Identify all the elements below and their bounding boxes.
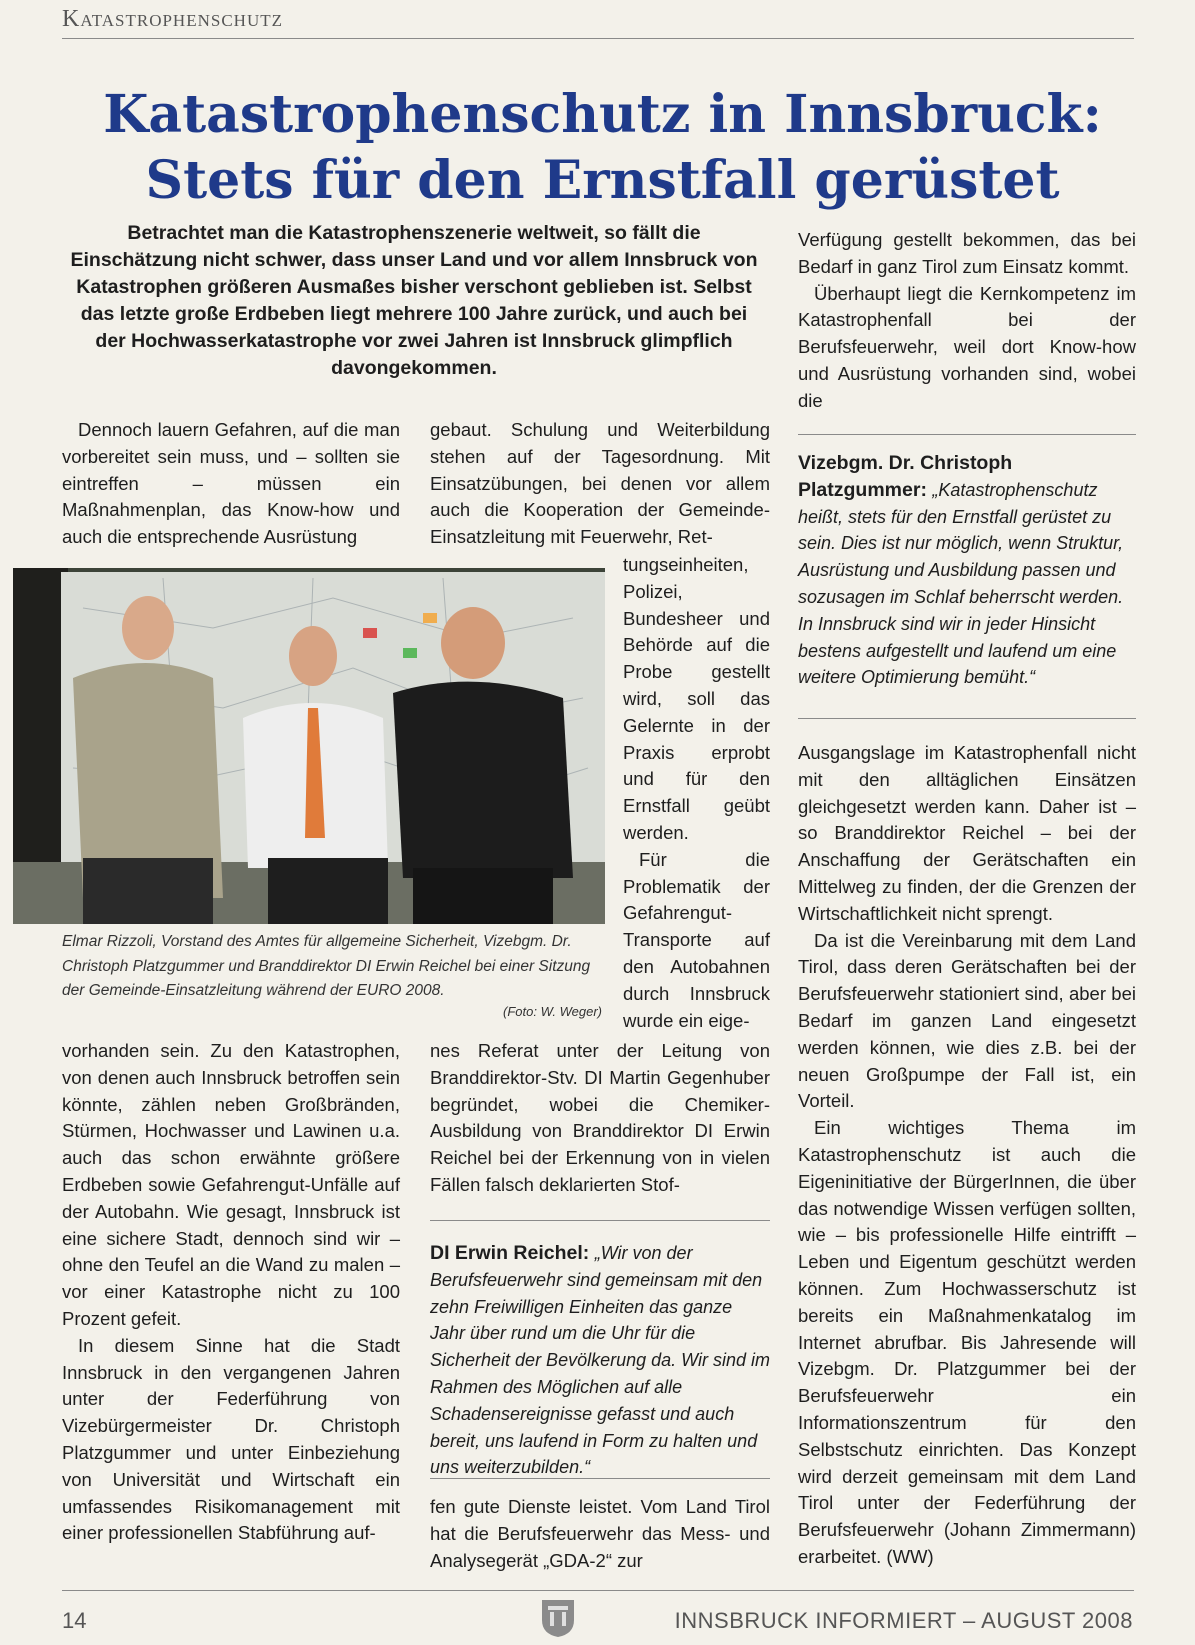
col3-paragraph-5: Ein wichtiges Thema im Katastrophenschutz ist auch die Eigeninitiative der BürgerInnen, die über das notwendige Wissen verfügen sollten, wie – bis professionelle Hilfe eintrifft – Leben und Eigentum geschützt werden können. Zum Hochwasserschutz ist bereits ein Maßnahmenkatalog im Internet abrufbar. Bis Jahresende will Vizebgm. Dr. Platzgummer bei der Berufsfeuerwehr ein Informationszentrum für den Selbstschutz einrichten. Das Konzept wird derzeit gemeinsam mit dem Land Tirol unter der Federführung der Berufsfeuerwehr (Johann Zimmermann) erarbeitet. (WW) [798, 1117, 1136, 1567]
column-1-bottom [62, 1038, 400, 1547]
column-3-top [798, 227, 1136, 415]
column-2-after [430, 1038, 770, 1199]
quote-speaker: DI Erwin Reichel: [430, 1242, 595, 1264]
col3-paragraph-3: Ausgangslage im Katastrophenfall nicht mit den alltäglichen Einsätzen gleichgesetzt werden kann. Daher ist – so Branddirektor Reichel – bei der Anschaffung der Gerätschaften ein Mittelweg zu finden, der die Grenzen der Wirtschaftlichkeit nicht sprengt. [798, 742, 1136, 924]
section-label: Katastrophenschutz [62, 6, 283, 32]
col1-paragraph-1-top: Dennoch lauern Gefahren, auf die man vorbereitet sein muss, und – sollten sie eintreffen – müssen ein Maßnahmenplan, das Know-how und auch die entsprechende Ausrüstung [62, 419, 400, 548]
column-2-top [430, 417, 770, 551]
city-crest-icon [540, 1598, 576, 1638]
quote-text: „Wir von der Berufsfeuerwehr sind gemeinsam mit den zehn Freiwilligen Einheiten das ganze Jahr über rund um die Uhr für die Sicherheit der Bevölkerung da. Wir sind im Rahmen des Möglichen auf alle Schadensereignisse gefasst und auch bereit, uns laufend in Form zu halten und uns weiterzubilden.“ [430, 1243, 770, 1478]
col3-paragraph-1: Verfügung gestellt bekommen, das bei Bedarf in ganz Tirol zum Einsatz kommt. [798, 229, 1136, 277]
col2-narrow-paragraph-1: tungseinheiten, Polizei, Bundesheer und Behörde auf die Probe gestellt wird, soll das Gelernte in der Praxis erprobt und für den Ernstfall geübt werden. [623, 554, 770, 843]
photo-caption: Elmar Rizzoli, Vorstand des Amtes für allgemeine Sicherheit, Vizebgm. Dr. Christoph Platzgummer und Branddirektor DI Erwin Reichel bei einer Sitzung der Gemeinde-Einsatzleitung während der EURO 2008. [62, 933, 591, 999]
column-2-narrow [623, 552, 770, 1034]
quote-rule-top-2 [798, 434, 1136, 435]
col2-paragraph-top: gebaut. Schulung und Weiterbildung stehen auf der Tagesordnung. Mit Einsatzübungen, bei denen vor allem auch die Kooperation der Gemeinde-Einsatzleitung mit Feuerwehr, Ret- [430, 419, 770, 548]
quote-text-2: „Katastrophenschutz heißt, stets für den Ernstfall gerüstet zu sein. Dies ist nur möglich, wenn Struktur, Ausrüstung und Ausbildung passen und sozusagen im Schlaf beherrscht werden. In Innsbruck sind wir in jeder Hinsicht bestens aufgestellt und laufend um eine weitere Optimierung bemüht.“ [798, 479, 1124, 688]
photo-illustration [13, 568, 605, 924]
col3-paragraph-2: Überhaupt liegt die Kernkompetenz im Katastrophenfall bei der Berufsfeuerwehr, weil dort Know-how und Ausrüstung vorhanden sind, wobei die [798, 282, 1136, 411]
headline-line-2: Stets für den Ernstfall gerüstet [145, 150, 1060, 211]
col2-paragraph-bottom: fen gute Dienste leistet. Vom Land Tirol hat die Berufsfeuerwehr das Mess- und Analysegerät „GDA-2“ zur [430, 1496, 770, 1571]
quote-rule-bottom [430, 1478, 770, 1479]
lead-paragraph: Betrachtet man die Katastrophenszenerie weltweit, so fällt die Einschätzung nicht schwer, dass unser Land und vor allem Innsbruck von Katastrophen größeren Ausmaßes bisher verschont geblieben ist. Selbst das letzte große Erdbeben liegt mehrere 100 Jahre zurück, und auch bei der Hochwasserkatastrophe vor zwei Jahren ist Innsbruck glimpflich davongekommen. [70, 222, 758, 379]
footer-publication: INNSBRUCK INFORMIERT – AUGUST 2008 [674, 1608, 1133, 1633]
header-rule [62, 38, 1134, 39]
col1-paragraph-2: In diesem Sinne hat die Stadt Innsbruck in den vergangenen Jahren unter der Federführung von Vizebürgermeister Dr. Christoph Platzgummer und unter Einbeziehung von Universität und Wirtschaft ein umfassendes Risikomanagement mit einer professionellen Stabführung auf- [62, 1334, 400, 1544]
article-photo [13, 568, 605, 924]
column-2-bottom [430, 1494, 770, 1574]
pull-quote-platzgummer [798, 450, 1136, 691]
footer-rule [62, 1590, 1134, 1591]
headline [40, 82, 1165, 214]
quote-rule-bottom-2 [798, 718, 1136, 719]
col2-paragraph-after: nes Referat unter der Leitung von Branddirektor-Stv. DI Martin Gegenhuber begründet, wobei die Chemiker-Ausbildung von Branddirektor DI Erwin Reichel bei der Erkennung von in vielen Fällen falsch deklarierten Stof- [430, 1040, 770, 1195]
column-3-bottom [798, 740, 1136, 1571]
quote-speaker-2: Vizebgm. Dr. Christoph Platzgummer: [798, 452, 1013, 501]
page-number: 14 [62, 1608, 87, 1633]
column-1-top [62, 417, 400, 551]
col3-paragraph-4: Da ist die Vereinbarung mit dem Land Tirol, dass deren Gerätschaften bei der Berufsfeuerwehr stationiert sind, aber bei Bedarf im ganzen Land eingesetzt werden können, wie dies z.B. bei der neuen Großpumpe der Fall ist, ein Vorteil. [798, 929, 1136, 1112]
col1-paragraph-1-bottom: vorhanden sein. Zu den Katastrophen, von denen auch Innsbruck betroffen sein könnte, zählen neben Großbränden, Stürmen, Hochwasser und Lawinen u.a. auch das schon erwähnte größere Erdbeben sowie Gefahrengut-Unfälle auf der Autobahn. Wie gesagt, Innsbruck ist eine sichere Stadt, dennoch sind wir – ohne den Teufel an die Wand zu malen – vor einer Katastrophe nicht zu 100 Prozent gefeit. [62, 1040, 400, 1329]
pull-quote-reichel [430, 1240, 770, 1481]
quote-rule-top [430, 1220, 770, 1221]
headline-line-1: Katastrophenschutz in Innsbruck: [103, 84, 1102, 145]
col2-narrow-paragraph-2: Für die Problematik der Gefahrengut-Transporte auf den Autobahnen durch Innsbruck wurde ein eige- [623, 848, 770, 1031]
photo-credit: (Foto: W. Weger) [503, 1004, 602, 1019]
